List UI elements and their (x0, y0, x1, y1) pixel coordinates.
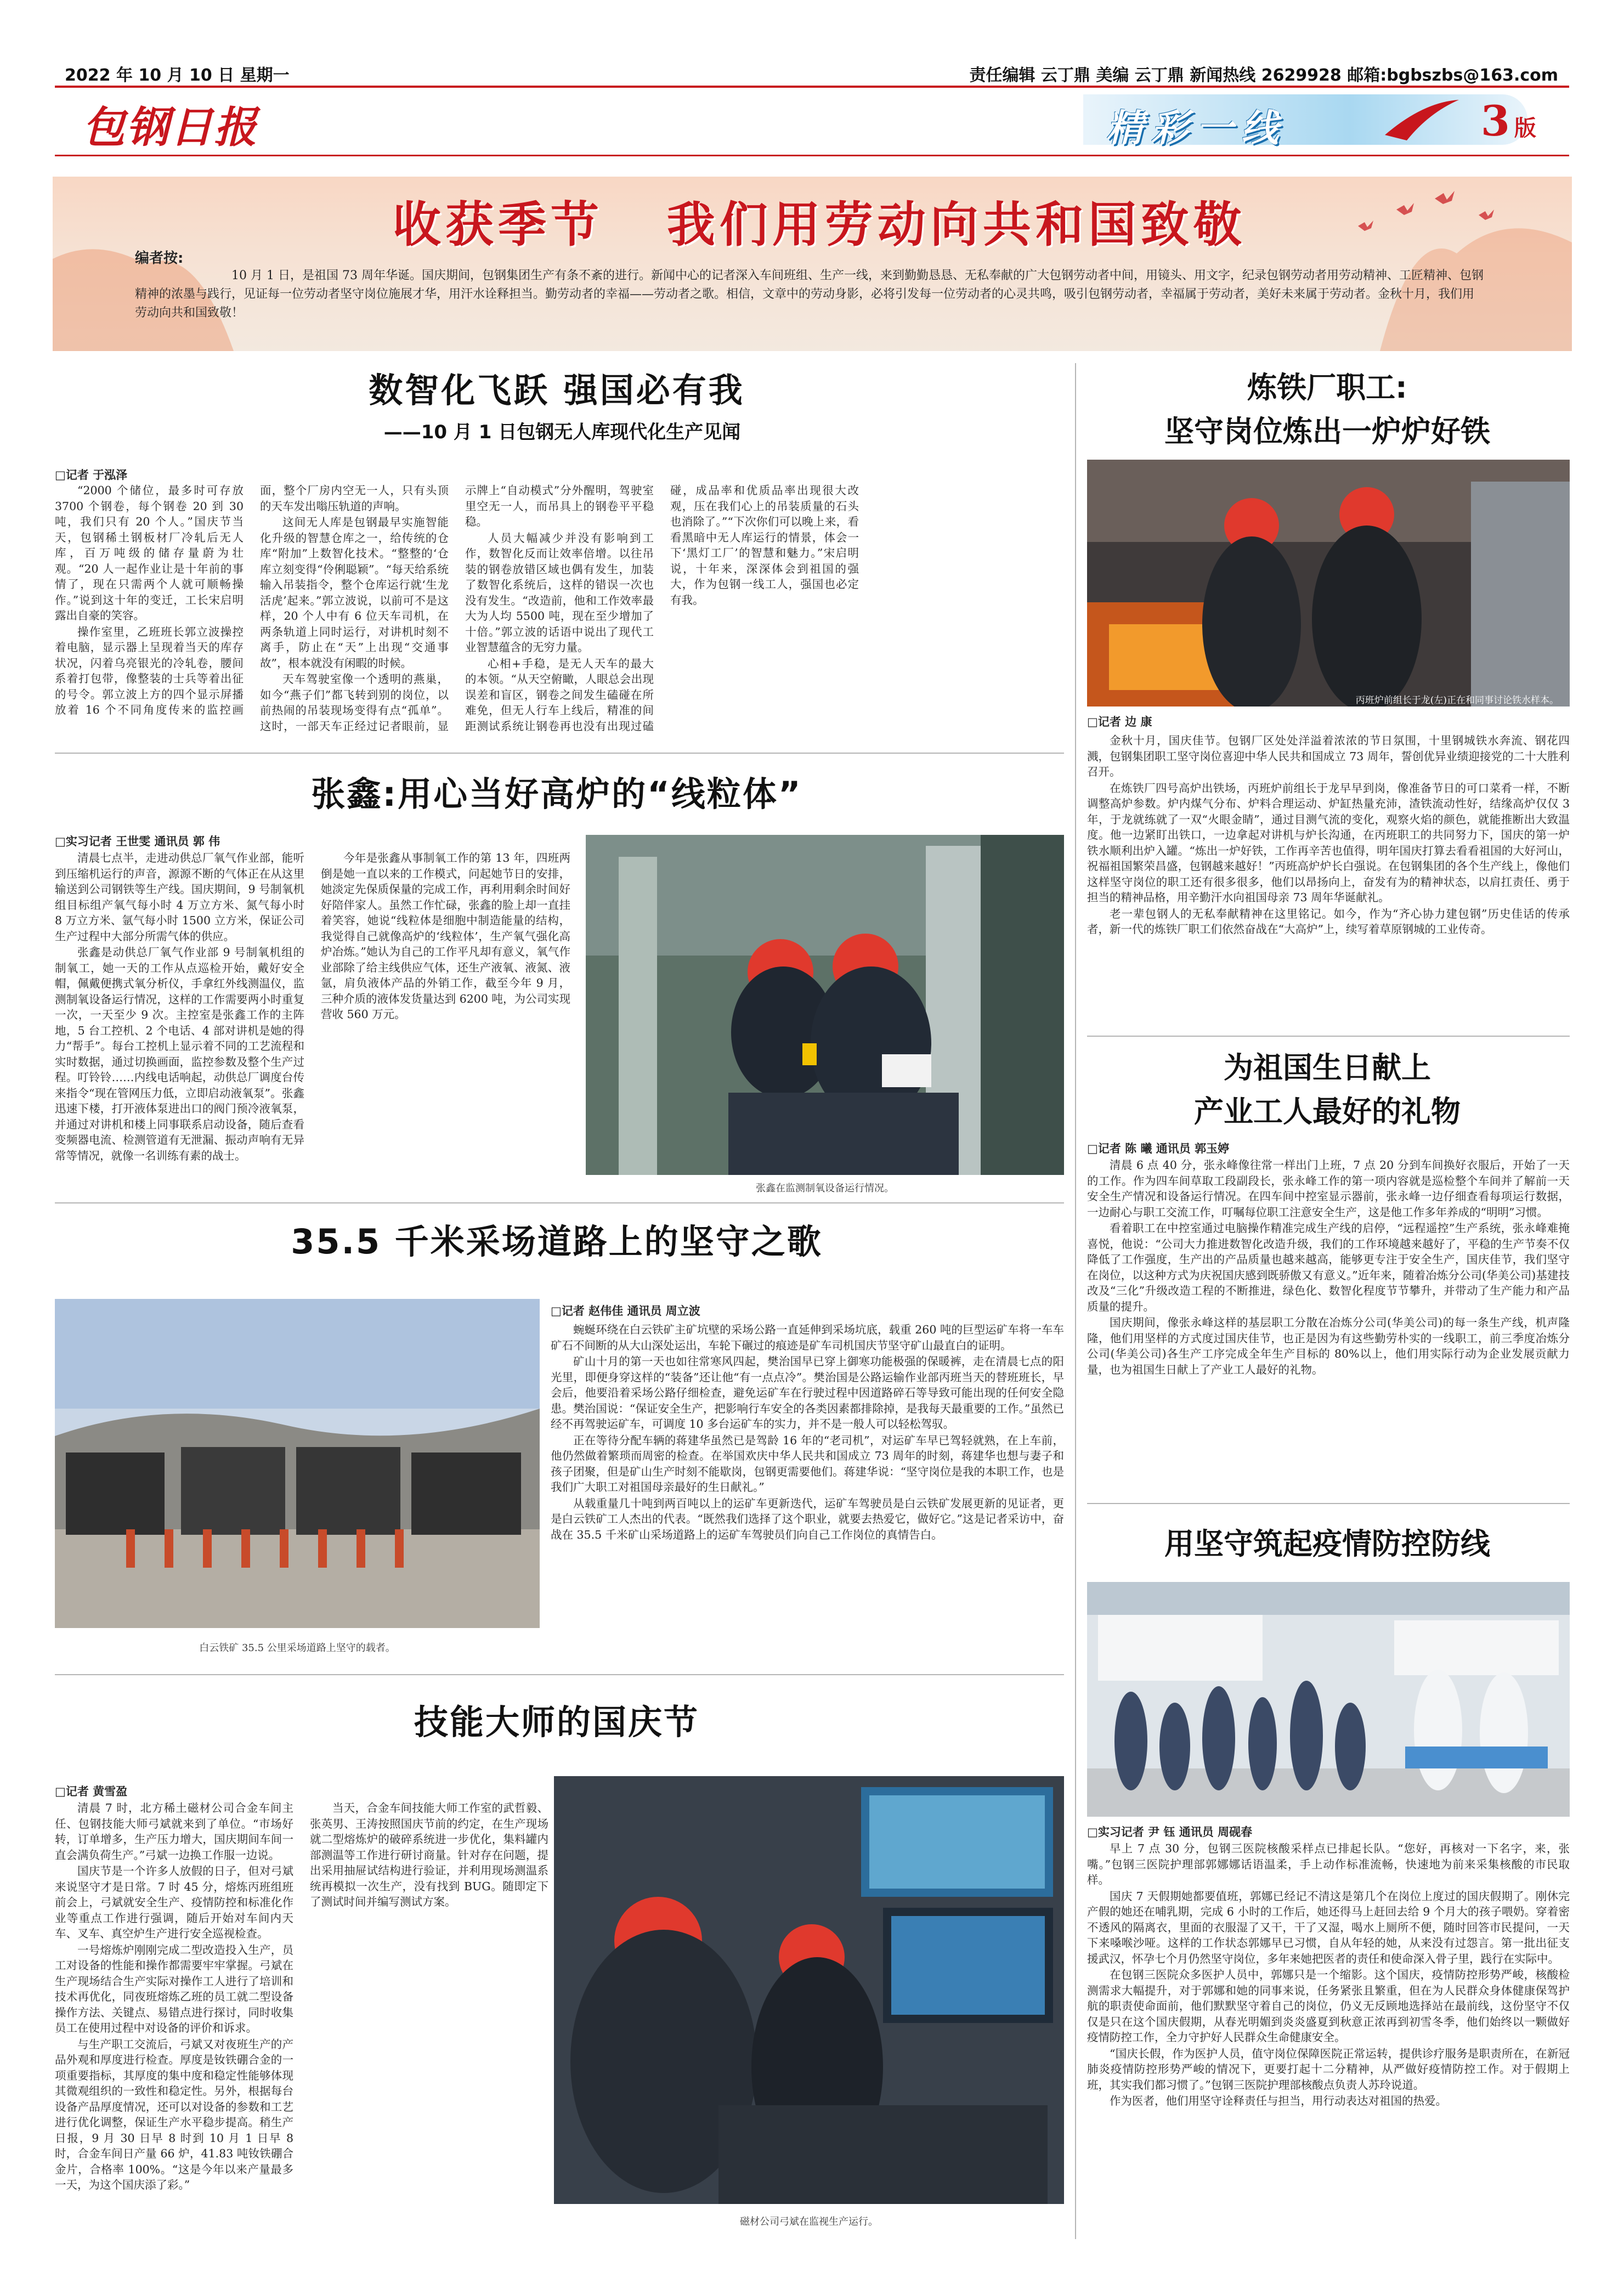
editor-note-label: 编者按: (135, 250, 184, 267)
paragraph: 金秋十月，国庆佳节。包钢厂区处处洋溢着浓浓的节日氛围，十里钢城铁水奔流、钢花四溅，包钢集团职工坚守岗位喜迎中华人民共和国成立 73 周年，誓创优异业绩迎接党的二十大胜利召开。 (1087, 734, 1570, 778)
divider (1087, 1036, 1570, 1037)
paragraph: 蜿蜒环绕在白云铁矿主矿坑壁的采场公路一直延伸到采场坑底，载重 260 吨的巨型运矿车将一车车矿石不间断的从大山深处运出，车轮下碾过的痕迹是矿车司机国庆节坚守矿山最直白的证明。 (551, 1323, 1064, 1352)
paragraph: 矿山十月的第一天也如往常寒风四起，樊治国早已穿上御寒功能极强的保暖裤，走在清晨七点的阳光里，即便身穿这样的“装备”还让他“有一点点冷”。樊治国是公路运输作业部丙班当天的替班班长，早会后，他要沿着采场公路仔细检查，避免运矿车在行驶过程中因道路碎石等导致可能出现的任何安全隐患。樊治国说：“保证安全生产，把影响行车安全的各类因素都排除掉，是我每天最重要的工作。”虽然已经不再驾驶运矿车，可调度 10 多台运矿车的实力，并不是一般人可以轻松驾驭。 (551, 1355, 1064, 1431)
article2-byline: □实习记者 王世雯 通讯员 郭 伟 (55, 835, 220, 848)
paper-logo (82, 93, 258, 150)
article5-photo (1087, 460, 1570, 707)
paragraph: 与生产职工交流后，弓斌又对夜班生产的产品外观和厚度进行检查。厚度是钕铁硼合金的一项重要指标，其厚度的集中度和稳定性能够体现其微观组织的一致性和稳定性。另外，根据每台设备产品厚度情况，还可以对设备的参数和工艺进行优化调整，保证生产水平稳步提高。稍生产日报，9 月 30 日早 8 时到 10 月 1 日早 8 时，合金车间日产量 66 炉，41.83 吨钕铁硼合金片，合格率 100%。“这是今年以来产量最多一天，为这个国庆添了彩。” (55, 2037, 293, 2191)
paragraph: 这间无人库是包钢最早实施智能化升级的智慧仓库之一，给传统的仓库“附加”上数智化技术。“整整的‘仓库立刻变得“伶俐聪颖”。“每天给系统输入吊装指令，整个仓库运行就‘生龙活虎’起来。”郭立波说，以前可不是这样，20 个人中有 6 位天车司机，在两条轨道上同时运行，对讲机时刻不离手，防止在“天”上出现“交通事故”，根本就没有闲暇的时候。 (260, 516, 449, 670)
article3-photo (55, 1299, 540, 1628)
article5-byline: □记者 边 康 (1087, 715, 1152, 728)
article1-subtitle: ——10 月 1 日包钢无人库现代化生产见闻 (383, 421, 741, 443)
paragraph: 在包钢三医院众多医护人员中，郭娜只是一个缩影。这个国庆，疫情防控形势严峻，核酸检测需求大幅提升，对于郭娜和她的同事来说，任务紧张且繁重，但在为人民群众身体健康保驾护航的职责使命面前，他们默默坚守着自己的岗位，仍义无反顾地选择站在最前线，这份坚守不仅仅是只在这个国庆假期，从春光明媚到炎炎盛夏到秋意正浓再到初雪冬季，他们始终以一颗做好疫情防控工作，全力守护好人民群众生命健康安全。 (1087, 1968, 1570, 2044)
paragraph: 清晨 7 时，北方稀土磁材公司合金车间主任、包钢技能大师弓斌就来到了单位。“市场好转，订单增多，生产压力增大，国庆期间车间一直会满负荷生产。”弓斌一边换工作服一边说。 (55, 1801, 293, 1862)
section-header (1083, 94, 1527, 150)
divider (1087, 1503, 1570, 1504)
article5-title-line1: 炼铁厂职工: (1247, 370, 1407, 405)
paragraph: 早上 7 点 30 分，包钢三医院核酸采样点已排起长队。“您好，再核对一下名字，来，张嘴。”包钢三医院护理部郭娜娜话语温柔，手上动作标准流畅，快速地为前来采集核酸的市民取样。 (1087, 1842, 1570, 1886)
article3-title: 35.5 千米采场道路上的坚守之歌 (291, 1222, 823, 1262)
paragraph: “国庆长假，作为医护人员，值守岗位保障医院正常运转，提供诊疗服务是职责所在，在新冠肺炎疫情防控形势严峻的情况下，更要打起十二分精神，从严做好疫情防控工作。对于假期上班，其实我们都习惯了。”包钢三医院护理部核酸点负责人苏玲说道。 (1087, 2047, 1570, 2092)
paragraph: 老一辈包钢人的无私奉献精神在这里铭记。如今，作为“齐心协力建包钢”历史佳话的传承者，新一代的炼铁厂职工们依然奋战在“大高炉”上，续写着草原钢城的工业传奇。 (1087, 907, 1570, 936)
paragraph: 当天，合金车间技能大师工作室的武哲毅、张英男、王涛按照国庆节前的约定，在生产现场就二型熔炼炉的破碎系统进一步优化，集料罐内部测温等工作进行研讨商量。针对存在问题，提出采用抽屉试结构进行验证，并利用现场测温系统再模拟一次生产，没有找到 BUG。随即定下了测试时间并编写测试方案。 (310, 1801, 548, 1908)
paragraph: 人员大幅减少并没有影响到工作，数智化反而让效率倍增。以往吊装的钢卷放错区域也偶有发生，加装了数智化系统后，这样的错误一次也没有发生。“改造前，他和工作效率最大为人均 5500 吨，现在至少增加了十倍。”郭立波的话语中说出了现代工业智慧蕴含的无穷力量。 (465, 531, 654, 654)
paragraph: 心相+手稳，是无人天车的最大的本领。“从天空俯瞰，人眼总会出现误差和盲区，钢卷之间发生磕碰在所难免，但无人行车上线后，精准的间距测试系统让钢卷再也没有出现过磕碰，成品率和优质品率出现很大改观，压在我们心上的吊装质量的石头也消除了。”“下次你们可以晚上来，看看黑暗中无人库运行的情景，体会一下‘黑灯工厂’的智慧和魅力。”宋启明说，十年来，深深体会到祖国的强大，作为包钢一线工人，强国也必定有我。 (465, 484, 859, 733)
paragraph: 国庆 7 天假期她都要值班，郭娜已经记不清这是第几个在岗位上度过的国庆假期了。刚休完产假的她还在哺乳期，完成 6 小时的工作后，她还得马上赶回去给 9 个月大的孩子喂奶。穿着密不透风的隔离衣，里面的衣服湿了又干，干了又湿，喝水上厕所不便，随时回答市民提问，一天下来嗓喉沙哑。这样的工作状态郭娜早已习惯，自从年轻的她，从来没有过怨言。第一批出征支援武汉，怀孕七个月仍然坚守岗位，多年来她把医者的责任和使命深入骨子里，践行在实际中。 (1087, 1889, 1570, 1965)
article5-title-line2: 坚守岗位炼出一炉炉好铁 (1164, 414, 1490, 449)
article3-byline: □记者 赵伟佳 通讯员 周立波 (551, 1304, 700, 1318)
article1-title: 数智化飞跃 强国必有我 (369, 370, 745, 410)
paragraph: 从载重量几十吨到两百吨以上的运矿车更新迭代，运矿车驾驶员是白云铁矿发展更新的见证者，更是白云铁矿工人杰出的代表。“既然我们选择了这个职业，就要去热爱它，做好它。”这是记者采访中，奋战在 35.5 千米矿山采场道路上的运矿车驾驶员们向自己工作岗位的真情告白。 (551, 1496, 1064, 1541)
article5-caption: 丙班炉前组长于龙(左)正在和同事讨论铁水样本。 (1355, 695, 1559, 706)
article2-body (55, 850, 570, 1190)
paragraph: “2000 个储位，最多时可存放 3700 个钢卷，每个钢卷 20 到 30 吨，我们只有 20 个人。”国庆节当天，包钢稀土钢板材厂冷轧后无人库，百万吨级的储存量蔚为壮观。“20 人一起作业让是十年前的事情了，现在只需两个人就可顺畅操作。”说到这十年的变迁，工长宋启明露出自豪的笑容。 (55, 484, 244, 622)
divider (55, 1674, 1064, 1675)
banner-title: 收获季节 我们用劳动向共和国致敬 (393, 196, 1246, 253)
article1-body (55, 483, 1064, 741)
issue-date: 2022 年 10 月 10 日 星期一 (65, 66, 290, 85)
article2-photo (586, 835, 1064, 1175)
paper-name: 包钢日报 (82, 103, 258, 152)
paragraph: 正在等待分配车辆的蒋建华虽然已是驾龄 16 年的“老司机”，对运矿车早已驾轻就熟，在上车前，他仍然做着繁琐而周密的检查。在举国欢庆中华人民共和国成立 73 周年的时刻，蒋建华也想与妻子和孩子团聚，但是矿山生产时刻不能歇岗，包钢更需要他们。蒋建华说：“坚守岗位是我的本职工作，也是我们广大职工对祖国母亲最好的生日献礼。” (551, 1433, 1064, 1494)
editor-note: 10 月 1 日，是祖国 73 周年华诞。国庆期间，包钢集团生产有条不紊的进行。新闻中心的记者深入车间班组、生产一线，来到勤勤恳恳、无私奉献的广大包钢劳动者中间，用镜头、用文字，纪录包钢劳动者用劳动精神、工匠精神、包钢精神的浓墨与践行，见证每一位劳动者坚守岗位施展才华，用汗水诠释担当。勤劳动者的幸福——劳动者之歌。相信，文章中的劳动身影，必将引发每一位劳动者的心灵共鸣，吸引包钢劳动者，幸福属于劳动者，美好未来属于劳动者。金秋十月，我们用劳动向共和国致敬！ (135, 269, 1484, 320)
paragraph: 今年是张鑫从事制氧工作的第 13 年，四班两倒是她一直以来的工作模式，问起她节日的安排，她淡定先保质保量的完成工作，再利用剩余时间好好陪伴家人。虽然工作忙碌，张鑫的脸上却一直挂着笑容，她说“线粒体是细胞中制造能量的结构，我觉得自己就像高炉的‘线粒体’，生产氧气强化高炉冶炼。”她认为自己的工作平凡却有意义，氧气作业部除了给主线供应气体，还生产液氧、液氮、液氩，肩负液体产品的外销工作，截至今年 9 月，三种介质的液体发货量达到 6200 吨，为公司实现营收 560 万元。 (321, 851, 570, 1021)
article1-byline: □记者 于泓泽 (55, 468, 128, 482)
article4-byline: □记者 黄雪盈 (55, 1785, 128, 1798)
paragraph: 张鑫是动供总厂氧气作业部 9 号制氧机组的制氧工，她一天的工作从点巡检开始，戴好安全帽，佩戴便携式氧分析仪，手拿红外线测温仪，监测制氧设备运行情况，这样的工作需要两小时重复一次，一天至少 9 次。主控室是张鑫工作的主阵地，5 台工控机、2 个电话、4 部对讲机是她的得力“帮手”。每台工控机上显示着不同的工艺流程和实时数据，通过切换画面，监控参数及整个生产过程。叮铃铃……内线电话响起，动供总厂调度台传来指令“现在管网压力低，立即启动液氧泵”。张鑫迅速下楼，打开液体泵进出口的阀门预冷液氧泵，并通过对讲机和楼上同事联系启动设备，随后查看变频器电流、检测管道有无泄漏、振动声响有无异常等情况，就像一名训练有素的战士。 (55, 946, 304, 1162)
article4-body (55, 1800, 548, 2217)
paragraph: 清晨七点半，走进动供总厂氧气作业部，能听到压缩机运行的声音，源源不断的气体正在从这里输送到公司钢铁等生产线。国庆期间，9 号制氧机组目标组产氧气每小时 4 万立方米、氮气每小时 8 万立方米、氩气每小时 1500 立方米，保证公司生产过程中大部分所需气体的供应。 (55, 851, 304, 943)
page-number-value: 3 (1481, 97, 1510, 145)
article7-title: 用坚守筑起疫情防控防线 (1164, 1527, 1490, 1561)
paragraph: 国庆期间，像张永峰这样的基层职工分散在冶炼分公司(华美公司)的每一条生产线，机声隆隆，他们用坚样的方式度过国庆佳节，也正是因为有这些勤劳朴实的一线职工，前三季度冶炼分公司(华美公司)各生产工序完成全年生产目标的 80%以上，他们用实际行动为企业发展贡献力量，也为祖国生日献上了产业工人最好的礼物。 (1087, 1316, 1570, 1376)
article7-photo (1087, 1582, 1570, 1817)
paragraph: 作为医者，他们用坚守诠释责任与担当，用行动表达对祖国的热爱。 (1110, 2094, 1447, 2107)
article5-body (1087, 733, 1570, 1029)
swoosh-icon (1379, 97, 1462, 144)
article6-byline: □记者 陈 曦 通讯员 郭玉婷 (1087, 1142, 1230, 1155)
page-number-unit: 版 (1514, 115, 1536, 141)
article6-title-line2: 产业工人最好的礼物 (1194, 1094, 1461, 1129)
article6-body (1087, 1157, 1570, 1497)
article7-byline: □实习记者 尹 钰 通讯员 周砚春 (1087, 1825, 1253, 1839)
paragraph: 操作室里，乙班班长郭立波操控着电脑，显示器上呈现着当天的库存状况，闪着乌亮银光的冷轧卷，腰间系着打包带，像整装的士兵等着出征的号令。郭立波上方的四个显示屏播放着 16 个不同角度传来的监控画面，整个厂房内空无一人，只有头顶的天车发出嗡压轨道的声响。 (55, 484, 449, 716)
editor-info: 责任编辑 云丁鼎 美编 云丁鼎 新闻热线 2629928 邮箱:bgbszbs@163.com (969, 66, 1558, 85)
article3-body (551, 1322, 1064, 1668)
article2-title: 张鑫:用心当好高炉的“线粒体” (311, 774, 802, 814)
paragraph: 清晨 6 点 40 分，张永峰像往常一样出门上班，7 点 20 分到车间换好衣服后，开始了一天的工作。作为四车间草取工段副段长，张永峰工作的第一项内容就是巡检整个车间并了解前一天安全生产情况和设备运行情况。在四车间中控室显示器前，张永峰一边仔细查看每项运行数据，一边耐心与职工交流工作，叮嘱每位职工注意安全生产，这是他工作多年养成的“明明”习惯。 (1087, 1158, 1570, 1219)
paragraph: 国庆节是一个许多人放假的日子，但对弓斌来说坚守才是日常。7 时 45 分，熔炼丙班组班前会上，弓斌就安全生产、疫情防控和标准化作业等重点工作进行强调，随后开始对车间内天车、叉车、真空炉生产进行安全巡视检查。 (55, 1864, 293, 1940)
paragraph: 天车驾驶室像一个透明的燕巢，如今“燕子们”都飞转到别的岗位，以前热闹的吊装现场变得有点“孤单”。这时，一部天车正经过记者眼前，显示牌上“自动模式”分外醒明，驾驶室里空无一人，而吊具上的钢卷平平稳稳。 (260, 484, 654, 733)
divider (55, 753, 1064, 754)
article4-title: 技能大师的国庆节 (414, 1702, 699, 1742)
article7-body (1087, 1841, 1570, 2236)
article3-caption: 白云铁矿 35.5 公里采场道路上坚守的载者。 (199, 1642, 395, 1654)
paragraph: 在炼铁厂四号高炉出铁场，丙班炉前组长于龙早早到岗，像准备节日的可口菜肴一样，不断调整高炉参数。炉内煤气分布、炉料合理运动、炉缸热量充沛，渣铁流动性好，结缘高炉仅仅 3 年，于龙就练就了一双“火眼金睛”，通过目测气流的变化，观察火焰的颜色，就能推断出大致温度。他一边紧盯出铁口，一边拿起对讲机与炉长沟通，在丙班职工的共同努力下，国庆的第一炉铁水顺利出炉入罐。“炼出一炉好铁，工作再辛苦也值得，明年国庆打算去看看祖国的大好河山，祝福祖国繁荣昌盛，包钢越来越好！”丙班高炉炉长白强说。在包钢集团的各个生产线上，像他们这样坚守岗位的职工还有很多很多，他们以昂扬向上，奋发有为的精神状态，以肩扛责任、勇于担当的精神品格，用辛勤汗水向祖国母亲 73 周年华诞献礼。 (1087, 781, 1570, 904)
divider (55, 1202, 1064, 1203)
paragraph: 看着职工在中控室通过电脑操作精准完成生产线的启停，“远程遥控”生产系统，张永峰难掩喜悦，他说：“公司大力推进数智化改造升级，我们的工作环境越来越好了，平稳的生产节奏不仅降低了工作强度，生产出的产品质量也越来越高，能够更专注于安全生产，国庆佳节，我们坚守在岗位，以这种方式为庆祝国庆感到既骄傲又有意义。”近年来，随着冶炼分公司(华美公司)基建技改及“三化”升级改造工程的不断推进，绿色化、数智化程度节节攀升，并带动了生产能力和产品质量的提升。 (1087, 1222, 1570, 1313)
section-name: 精彩一线 (1106, 107, 1287, 150)
column-divider (1075, 363, 1076, 2239)
article6-title-line1: 为祖国生日献上 (1224, 1050, 1431, 1085)
article4-caption: 磁材公司弓斌在监视生产运行。 (740, 2216, 878, 2228)
feature-banner (53, 177, 1572, 351)
top-rule (55, 86, 1569, 88)
masthead-rule (55, 155, 1569, 156)
article2-caption: 张鑫在监测制氧设备运行情况。 (756, 1183, 894, 1194)
page-number (1481, 97, 1536, 145)
article4-photo (554, 1776, 1064, 2204)
paragraph: 一号熔炼炉刚刚完成二型改造投入生产，员工对设备的性能和操作都需要牢牢掌握。弓斌在生产现场结合生产实际对操作工人进行了培训和技术再优化，同夜班熔炼乙班的员工就二型设备操作方法、关键点、易错点进行探讨，同时收集员工在使用过程中对设备的评价和诉求。 (55, 1943, 293, 2034)
